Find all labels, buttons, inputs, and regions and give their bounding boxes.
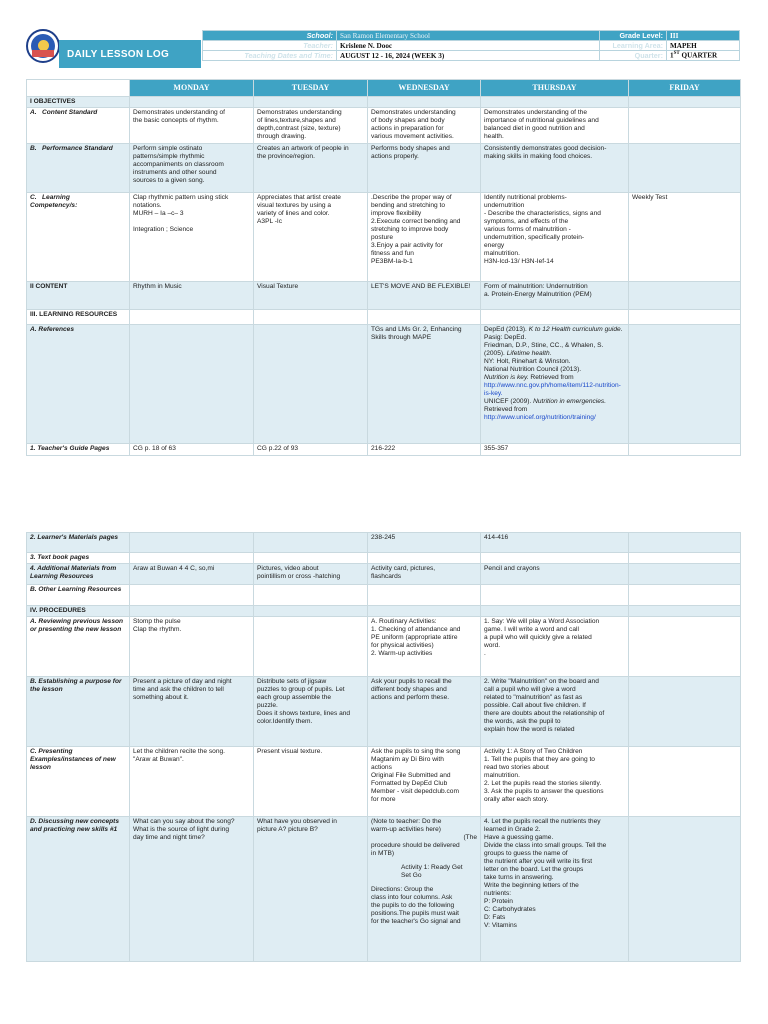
objectives-label: I OBJECTIVES — [27, 97, 130, 108]
discussing-thu: 4. Let the pupils recall the nutrients they learned in Grade 2. Have a guessing game. Divide the class into small groups. Tell the groups to guess the name of the nutrient after you will write its first letter on the board. Let the groups take turns in answering. Write the beginning letters of the nutrients: P: Protein C: Carbohydrates D: Fats V: Vitamins — [481, 817, 629, 962]
content-standard-thu: Demonstrates understanding of the importance of nutritional guidelines and balanced diet in good nutrition and health. — [481, 108, 629, 144]
learning-competency-fri: Weekly Test — [629, 193, 741, 282]
discussing-mon: What can you say about the song? What is the source of light during day time and night time? — [130, 817, 254, 962]
dates-value: AUGUST 12 - 16, 2024 (WEEK 3) — [337, 51, 600, 61]
reviewing-thu: 1. Say: We will play a Word Association game. I will write a word and call a pupil who will quickly give a related word. . — [481, 617, 629, 677]
nnc-link[interactable]: http://www.nnc.gov.ph/home/item/112-nutrition-is-key. — [484, 382, 621, 398]
performance-standard-wed: Performs body shapes and actions properly. — [368, 144, 481, 193]
discussing-row — [27, 817, 741, 962]
additional-materials-mon: Araw at Buwan 4 4 C, so,mi — [130, 564, 254, 585]
content-standard-mon: Demonstrates understanding of the basic concepts of rhythm. — [130, 108, 254, 144]
performance-standard-label: B. Performance Standard — [27, 144, 130, 193]
teachers-guide-wed: 216-222 — [368, 444, 481, 456]
purpose-tue: Distribute sets of jigsaw puzzles to group of pupils. Let each group assemble the puzzle. Does it shows texture, lines and color.Identify them. — [254, 677, 368, 747]
lesson-table-1 — [26, 79, 741, 456]
content-standard-tue: Demonstrates understanding of lines,texture,shapes and depth,contrast (size, texture) through drawing. — [254, 108, 368, 144]
page-title: DAILY LESSON LOG — [59, 40, 201, 68]
additional-materials-thu: Pencil and crayons — [481, 564, 629, 585]
purpose-label: B. Establishing a purpose for the lesson — [27, 677, 130, 747]
content-label: II CONTENT — [27, 282, 130, 310]
teachers-guide-row — [27, 444, 741, 456]
unicef-link[interactable]: http://www.unicef.org/nutrition/training/ — [484, 414, 596, 422]
learning-competency-tue: Appreciates that artist create visual textures by using a variety of lines and color. A3PL -Ic — [254, 193, 368, 282]
teacher-value: Krislene N. Dooc — [337, 41, 600, 51]
teachers-guide-fri — [629, 444, 741, 456]
area-value: MAPEH — [667, 41, 740, 51]
presenting-label: C. Presenting Examples/instances of new lesson — [27, 747, 130, 817]
content-fri — [629, 282, 741, 310]
references-thu: DepEd (2013). K to 12 Health curriculum guide. Pasig: DepEd. Friedman, D.P., Stine, CC., & Whalen, S. (2005). Lifetime health. NY: Holt, Rinehart & Winston. National Nutrition Council (2013). Nutrition is key. Retrieved from http://www.nnc.gov.ph/home/item/112-nutrition-is-key. UNICEF (2009). Nutrition in emergencies. Retrieved from http://www.unicef.org/nutrition/training/ — [481, 325, 629, 444]
performance-standard-thu: Consistently demonstrates good decision- making skills in making food choices. — [481, 144, 629, 193]
header — [26, 29, 740, 69]
header-info-table — [202, 30, 740, 61]
resources-row — [27, 310, 741, 325]
teachers-guide-label: 1. Teacher's Guide Pages — [27, 444, 130, 456]
learners-materials-thu: 414-416 — [481, 533, 629, 553]
other-resources-row — [27, 585, 741, 606]
teacher-label: Teacher: — [203, 41, 337, 51]
objectives-row — [27, 97, 741, 108]
content-tue: Visual Texture — [254, 282, 368, 310]
reviewing-mon: Stomp the pulse Clap the rhythm. — [130, 617, 254, 677]
presenting-wed: Ask the pupils to sing the song Magtanim ay Di Biro with actions Original File Submitted and Formatted by DepEd Club Member - visit depedclub.com for more — [368, 747, 481, 817]
presenting-thu: Activity 1: A Story of Two Children 1. Tell the pupils that they are going to read two stories about malnutrition. 2. Let the pupils read the stories silently. 3. Ask the pupils to answer the questions orally after each story. — [481, 747, 629, 817]
additional-materials-tue: Pictures, video about pointillism or cross -hatching — [254, 564, 368, 585]
textbook-label: 3. Text book pages — [27, 553, 130, 564]
resources-label: III. LEARNING RESOURCES — [27, 310, 130, 325]
discussing-label: D. Discussing new concepts and practicing new skills #1 — [27, 817, 130, 962]
teachers-guide-mon: CG p. 18 of 63 — [130, 444, 254, 456]
textbook-row — [27, 553, 741, 564]
content-standard-row — [27, 108, 741, 144]
content-standard-label: A. Content Standard — [27, 108, 130, 144]
reviewing-label: A. Reviewing previous lesson or presenting the new lesson — [27, 617, 130, 677]
presenting-tue: Present visual texture. — [254, 747, 368, 817]
learning-competency-row — [27, 193, 741, 282]
day-tuesday: TUESDAY — [254, 80, 368, 97]
references-wed: TGs and LMs Gr. 2, Enhancing Skills through MAPE — [368, 325, 481, 444]
learning-competency-thu: Identify nutritional problems- undernutrition - Describe the characteristics, signs and symptoms, and effects of the various forms of malnutrition - undernutrition, specifically protein- energy malnutrition. H3N-Icd-13/ H3N-Ief-14 — [481, 193, 629, 282]
learners-materials-label: 2. Learner's Materials pages — [27, 533, 130, 553]
content-standard-wed: Demonstrates understanding of body shapes and body actions in preparation for various movement activities. — [368, 108, 481, 144]
additional-materials-label: 4. Additional Materials from Learning Resources — [27, 564, 130, 585]
grade-value: III — [667, 31, 740, 41]
content-standard-fri — [629, 108, 741, 144]
lesson-log-page-1 — [26, 29, 740, 456]
learning-competency-label: C. Learning Competency/s: — [27, 193, 130, 282]
purpose-row — [27, 677, 741, 747]
procedures-row — [27, 606, 741, 617]
additional-materials-row — [27, 564, 741, 585]
reviewing-row — [27, 617, 741, 677]
lesson-table-2 — [26, 532, 741, 962]
discussing-tue: What have you observed in picture A? picture B? — [254, 817, 368, 962]
content-row — [27, 282, 741, 310]
performance-standard-row — [27, 144, 741, 193]
quarter-label: Quarter: — [600, 51, 667, 61]
teachers-guide-tue: CG p.22 of 93 — [254, 444, 368, 456]
procedures-label: IV. PROCEDURES — [27, 606, 130, 617]
references-label: A. References — [27, 325, 130, 444]
performance-standard-fri — [629, 144, 741, 193]
grade-label: Grade Level: — [600, 31, 667, 41]
discussing-wed: (Note to teacher: Do the warm-up activities here) (The procedure should be delivered in MTB) Activity 1: Ready Get Set Go Directions: Group the class into four columns. Ask the pupils to do the following positions.The pupils must wait for the teacher's Go signal and — [368, 817, 481, 962]
purpose-thu: 2. Write "Malnutrition" on the board and call a pupil who will give a word related to "malnutrition" as fast as possible. Call about five children. If there are doubts about the relationship of the words, ask the pupil to explain how the word is related — [481, 677, 629, 747]
content-wed: LET'S MOVE AND BE FLEXIBLE! — [368, 282, 481, 310]
purpose-wed: Ask your pupils to recall the different body shapes and actions and perform these. — [368, 677, 481, 747]
reviewing-wed: A. Routinary Activities: 1. Checking of attendance and PE uniform (appropriate attire for physical activities) 2. Warm-up activities — [368, 617, 481, 677]
day-thursday: THURSDAY — [481, 80, 629, 97]
quarter-value: 1ST QUARTER — [667, 51, 740, 61]
presenting-row — [27, 747, 741, 817]
additional-materials-wed: Activity card, pictures, flashcards — [368, 564, 481, 585]
learners-materials-wed: 238-245 — [368, 533, 481, 553]
references-row — [27, 325, 741, 444]
day-wednesday: WEDNESDAY — [368, 80, 481, 97]
content-mon: Rhythm in Music — [130, 282, 254, 310]
school-label: School: — [203, 31, 337, 41]
deped-seal-logo — [26, 29, 60, 63]
teachers-guide-thu: 355-357 — [481, 444, 629, 456]
other-resources-label: B. Other Learning Resources — [27, 585, 130, 606]
lesson-log-page-2 — [26, 532, 740, 962]
performance-standard-mon: Perform simple ostinato patterns/simple rhythmic accompaniments on classroom instruments and other sound sources to a given song. — [130, 144, 254, 193]
day-header-row — [27, 80, 741, 97]
learning-competency-wed: .Describe the proper way of bending and stretching to improve flexibility 2.Execute correct bending and stretching to improve body posture 3.Enjoy a pair activity for fitness and fun PE3BM-Ia-b-1 — [368, 193, 481, 282]
day-monday: MONDAY — [130, 80, 254, 97]
purpose-mon: Present a picture of day and night time and ask the children to tell something about it. — [130, 677, 254, 747]
area-label: Learning Area: — [600, 41, 667, 51]
content-thu: Form of malnutrition: Undernutrition a. Protein-Energy Malnutrition (PEM) — [481, 282, 629, 310]
learning-competency-mon: Clap rhythmic pattern using stick notations. MURH – Ia –c– 3 Integration ; Science — [130, 193, 254, 282]
presenting-mon: Let the children recite the song. "Araw at Buwan". — [130, 747, 254, 817]
performance-standard-tue: Creates an artwork of people in the province/region. — [254, 144, 368, 193]
dates-label: Teaching Dates and Time: — [203, 51, 337, 61]
learners-materials-row — [27, 533, 741, 553]
day-friday: FRIDAY — [629, 80, 741, 97]
school-value: San Ramon Elementary School — [337, 31, 600, 41]
